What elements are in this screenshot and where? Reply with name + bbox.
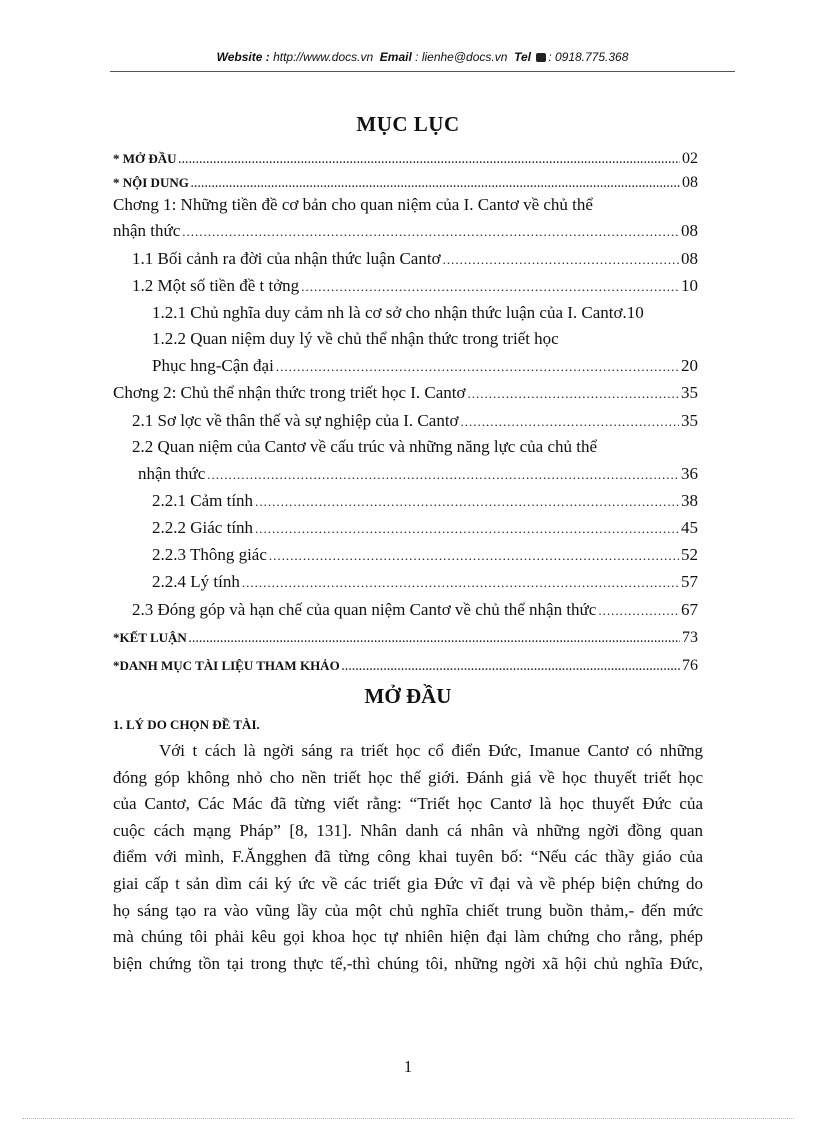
toc-entry[interactable]: * MỞ ĐẦU ..... 02 xyxy=(113,146,698,172)
page-number: 1 xyxy=(403,1057,413,1076)
toc-entry[interactable]: * NỘI DUNG ..... 08 xyxy=(113,170,698,196)
paragraph-line: Với t cách là ngời sáng ra triết học cổ điển Đức, Imanue Cantơ có những xyxy=(159,741,703,760)
paragraph-line: họ sáng tạo ra vào vũng lầy của một chủ nghĩa chiết trung buồn thảm,- đến mức xyxy=(113,900,703,920)
toc-entry[interactable]: Chơng 2: Chủ thể nhận thức trong triết học I. Cantơ ..... 35 xyxy=(113,380,698,406)
toc-entry[interactable]: 1.2 Một số tiền đề t tởng ..... 10 xyxy=(132,273,698,299)
phone-icon xyxy=(536,53,546,62)
paragraph-line: đóng góp không nhỏ cho nền triết học thế giới. Đánh giá về học thuyết triết học xyxy=(113,767,703,787)
tel-label: Tel xyxy=(514,50,531,64)
paragraph-line: điểm với mình, F.Ăngghen đã từng công khai tuyên bố: “Nếu các thầy giáo của xyxy=(113,847,703,867)
toc-entry[interactable]: 1.2.2 Quan niệm duy lý về chủ thể nhận thức trong triết học xyxy=(152,329,559,348)
paragraph-line: biện chứng tồn tại trong thực tế,-thì chúng tôi, những ngời xã hội chủ nghĩa Đức, xyxy=(113,953,703,973)
email-value[interactable]: : lienhe@docs.vn xyxy=(415,50,508,64)
website-url[interactable]: http://www.docs.vn xyxy=(273,50,374,64)
footer-divider xyxy=(22,1118,794,1119)
toc-title: MỤC LỤC xyxy=(356,112,460,136)
section-title: MỞ ĐẦU xyxy=(364,684,452,708)
toc-entry[interactable]: 2.1 Sơ lợc về thân thế và sự nghiệp của I. Cantơ ..... 35 xyxy=(132,408,698,434)
paragraph-line: mà chúng tôi phải kêu gọi khoa học tự nhiên hiện đại làm chứng cho rằng, phép xyxy=(113,927,703,947)
email-label: Email xyxy=(379,50,412,64)
toc-entry[interactable]: nhận thức ..... 08 xyxy=(113,218,698,244)
body-paragraph xyxy=(113,738,703,977)
toc-entry[interactable]: Phục hng-Cận đại ..... 20 xyxy=(152,353,698,379)
toc-entry[interactable]: 1.2.1 Chủ nghĩa duy cảm nh là cơ sở cho nhận thức luận của I. Cantơ .10 xyxy=(152,303,644,322)
page-header xyxy=(110,50,735,72)
toc-entry[interactable]: 2.2.3 Thông giác ..... 52 xyxy=(152,542,698,568)
toc-entry[interactable]: 2.2.2 Giác tính ..... 45 xyxy=(152,515,698,541)
toc-entry[interactable]: *DANH MỤC TÀI LIỆU THAM KHẢO ..... 76 xyxy=(113,653,698,679)
paragraph-line: của Cantơ, Các Mác đã từng viết rằng: “Triết học Cantơ là học thuyết Đức của xyxy=(113,794,703,814)
sub-heading: 1. LÝ DO CHỌN ĐỀ TÀI. xyxy=(113,717,260,732)
toc-entry[interactable]: 2.2 Quan niệm của Cantơ về cấu trúc và những năng lực của chủ thể xyxy=(132,437,598,456)
toc-entry[interactable]: 1.1 Bối cảnh ra đời của nhận thức luận Cantơ ..... 08 xyxy=(132,246,698,272)
toc-entry[interactable]: Chơng 1: Những tiền đề cơ bản cho quan niệm của I. Cantơ về chủ thể xyxy=(113,195,593,214)
toc-entry[interactable]: nhận thức ..... 36 xyxy=(138,461,698,487)
website-label: Website : xyxy=(216,50,270,64)
toc-entry[interactable]: 2.2.1 Cảm tính ..... 38 xyxy=(152,488,698,514)
paragraph-line: cuộc cách mạng Pháp” [8, 131]. Nhân danh cá nhân và những ngời đồng quan xyxy=(113,820,703,840)
toc-entry[interactable]: *KẾT LUẬN ..... 73 xyxy=(113,625,698,651)
toc-entry[interactable]: 2.3 Đóng góp và hạn chế của quan niệm Cantơ về chủ thể nhận thức ..... 67 xyxy=(132,597,698,623)
paragraph-line: giai cấp t sản dìm cái ký ức về các triết gia Đức vĩ đại và về phép biện chứng do xyxy=(113,873,703,893)
toc-entry[interactable]: 2.2.4 Lý tính ..... 57 xyxy=(152,569,698,595)
tel-value: : 0918.775.368 xyxy=(548,50,629,64)
